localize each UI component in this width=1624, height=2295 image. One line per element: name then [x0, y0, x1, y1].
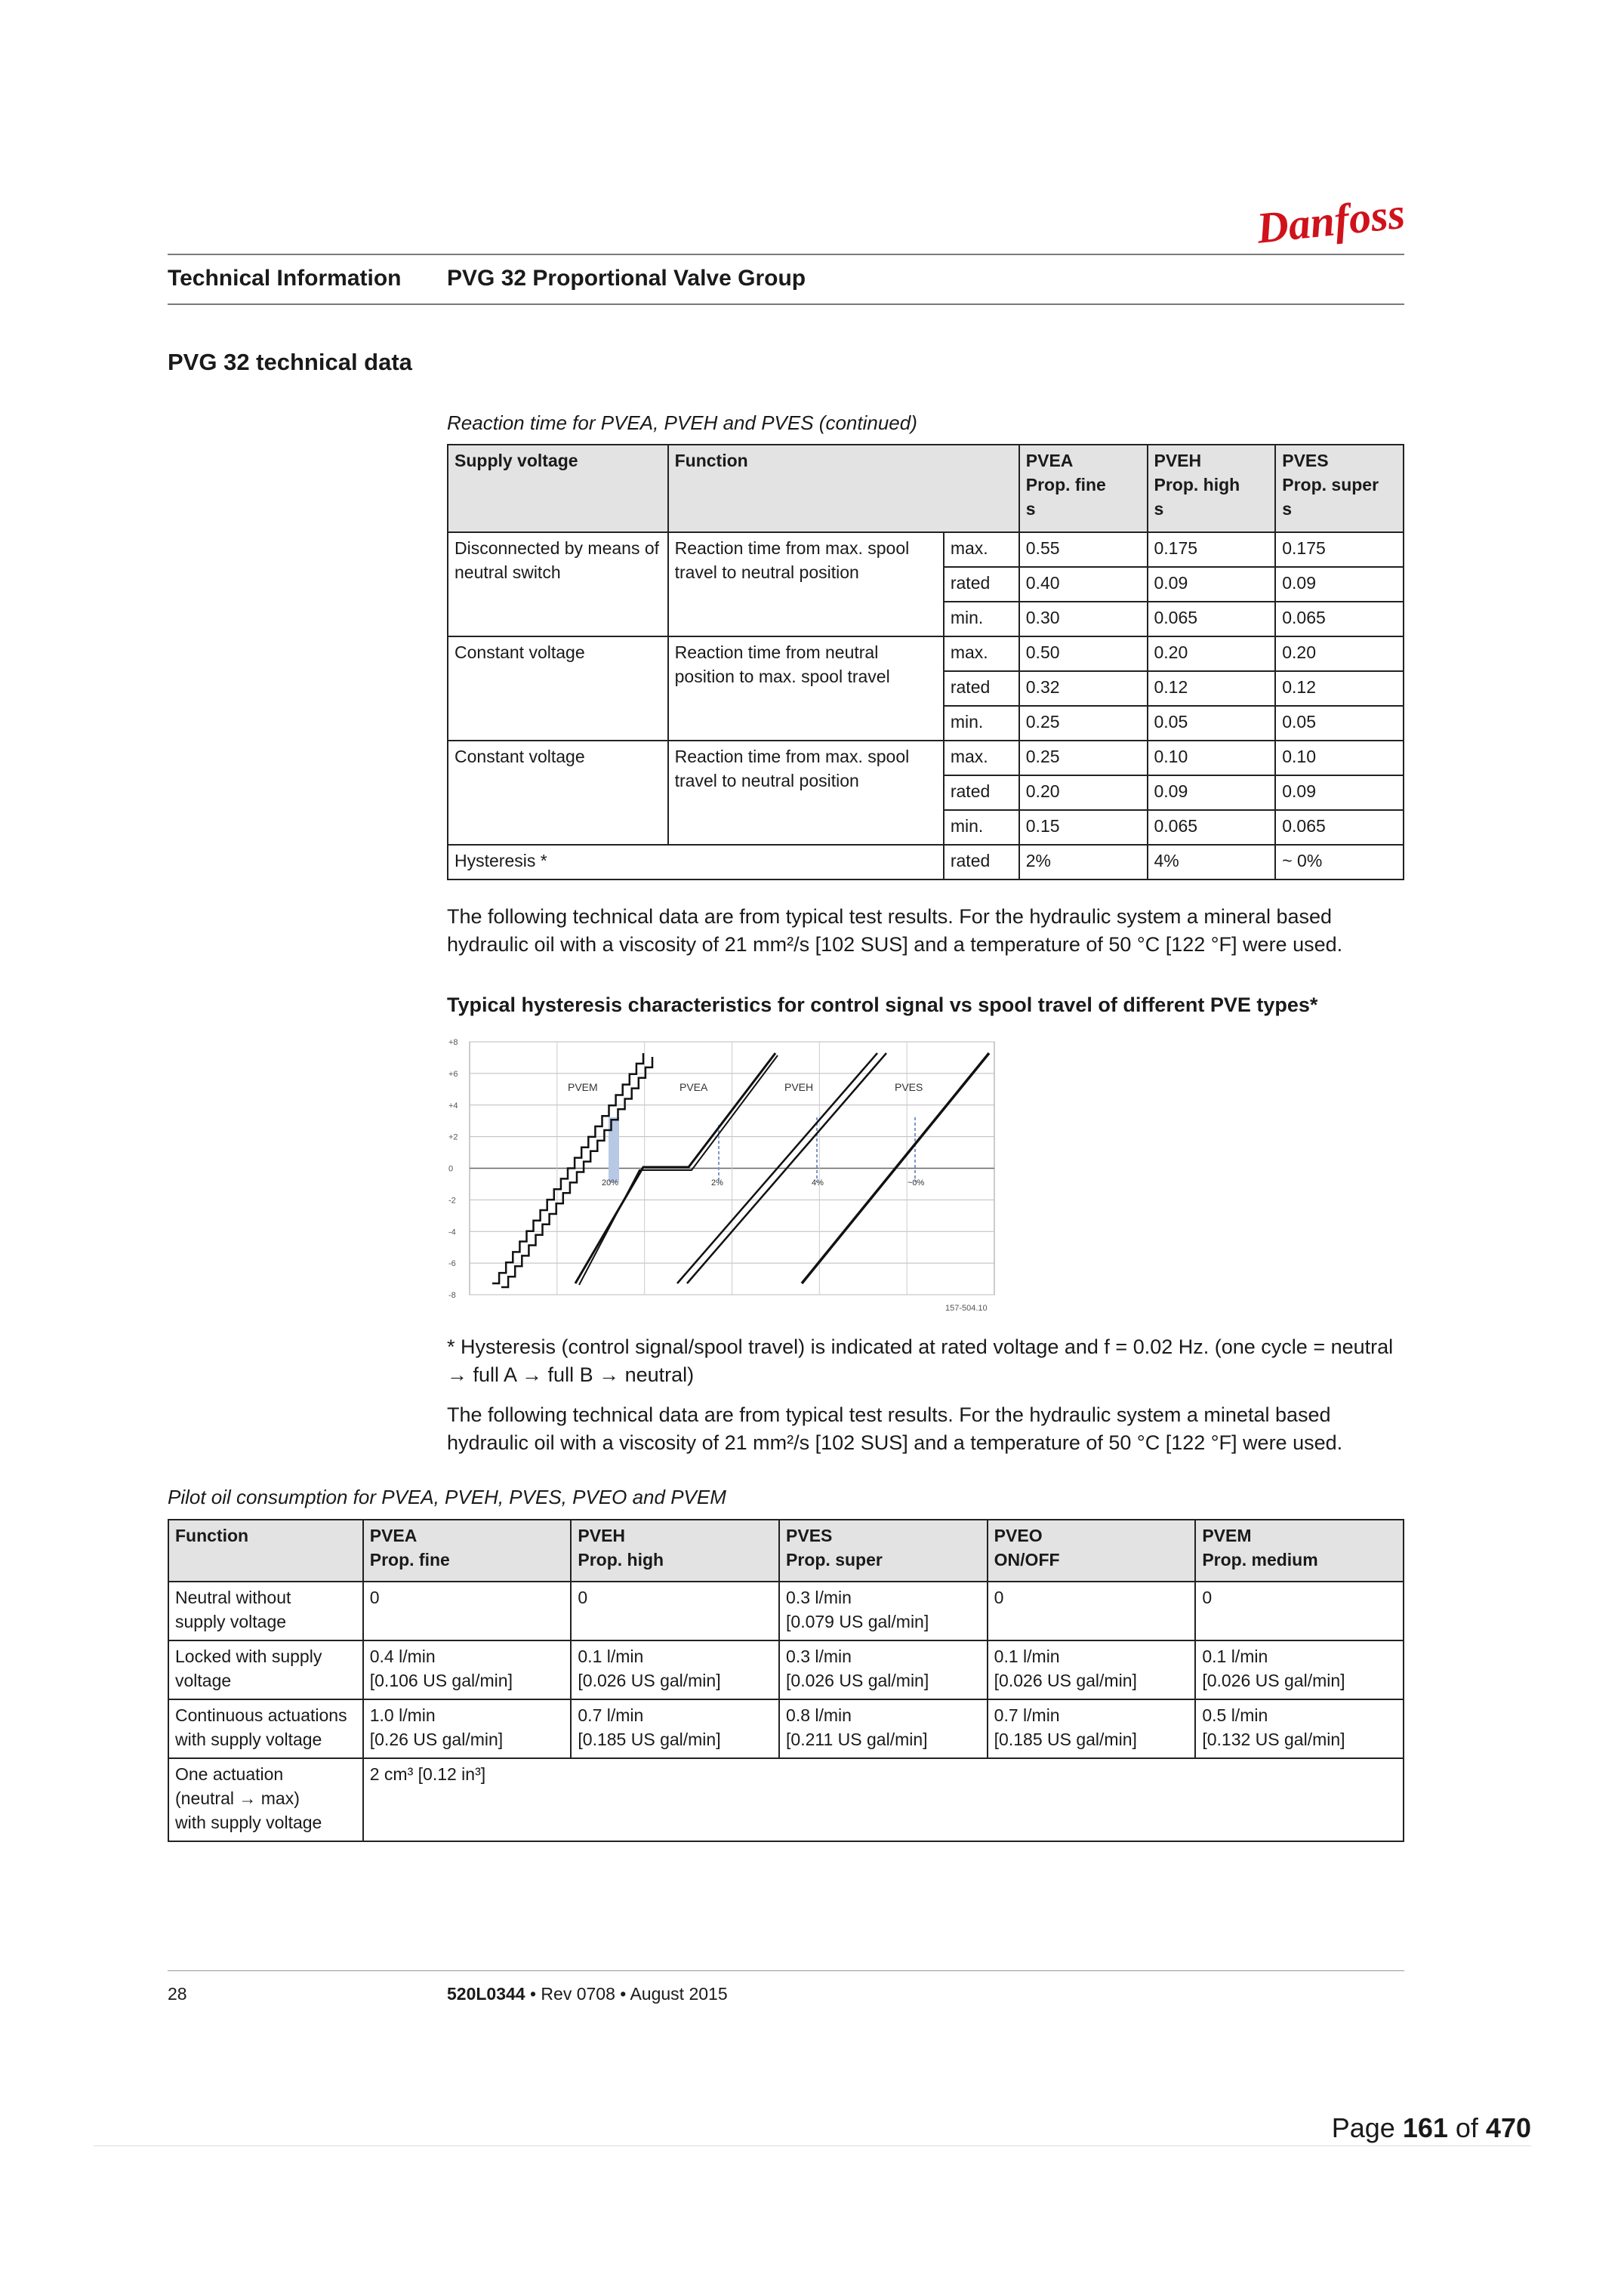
value-cell: 0.1 l/min [0.026 US gal/min]: [1195, 1640, 1404, 1699]
value-cell: 2 cm³ [0.12 in³]: [363, 1758, 1404, 1841]
pveh-hyst-label: 4%: [812, 1178, 824, 1188]
y-tick-label: -8: [448, 1291, 456, 1300]
cond-cell: rated: [944, 775, 1019, 810]
doc-number: 520L0344: [447, 1984, 525, 2004]
pvea-header: PVEA Prop. fine: [363, 1520, 572, 1582]
cond-cell: min.: [944, 810, 1019, 845]
table-header-row: [448, 445, 1404, 532]
pilot-oil-table: [168, 1519, 1404, 1842]
cond-cell: max.: [944, 636, 1019, 671]
cond-cell: rated: [944, 845, 1019, 879]
function-header: Function: [668, 445, 1019, 532]
header-rule-bottom: [168, 303, 1404, 305]
function-cell: Neutral without supply voltage: [168, 1582, 363, 1640]
page-number: 28: [168, 1984, 187, 2004]
doc-reference: [447, 1984, 728, 2004]
test-results-note-2: The following technical data are from typical test results. For the hydraulic system a minetal based hydraulic oil with a viscosity of 21 mm²/s [102 SUS] and a temperature of 50 °C [122 °F] were used.: [447, 1403, 1343, 1454]
pvea-header: PVEA Prop. fine s: [1019, 445, 1148, 532]
series-pvem: [492, 1053, 652, 1287]
pves-cell: 0.20: [1275, 636, 1404, 671]
supply-cell: Constant voltage: [448, 741, 668, 845]
pves-cell: 0.10: [1275, 741, 1404, 775]
supply-cell: Disconnected by means of neutral switch: [448, 532, 668, 636]
pveh-cell: 4%: [1148, 845, 1276, 879]
value-cell: 0.3 l/min [0.079 US gal/min]: [779, 1582, 988, 1640]
cond-cell: max.: [944, 741, 1019, 775]
pves-cell: 0.09: [1275, 567, 1404, 602]
doc-type: Technical Information: [168, 266, 402, 291]
pveh-cell: 0.10: [1148, 741, 1276, 775]
pvea-cell: 0.25: [1019, 741, 1148, 775]
footer-rule: [168, 1970, 1404, 1971]
pves-cell: 0.05: [1275, 706, 1404, 741]
cond-cell: rated: [944, 671, 1019, 706]
y-tick-label: 0: [448, 1164, 454, 1174]
chart-title: Typical hysteresis characteristics for control signal vs spool travel of different PVE types*: [447, 993, 1318, 1016]
function-header: Function: [168, 1520, 363, 1582]
cond-cell: min.: [944, 602, 1019, 636]
value-cell: 0.7 l/min [0.185 US gal/min]: [571, 1699, 779, 1758]
value-cell: 0: [988, 1582, 1196, 1640]
reaction-table-caption: Reaction time for PVEA, PVEH and PVES (continued): [447, 411, 917, 434]
header-rule-top: [168, 254, 1404, 255]
pvea-cell: 0.55: [1019, 532, 1148, 567]
table-row: [448, 636, 1404, 671]
value-cell: 0.3 l/min [0.026 US gal/min]: [779, 1640, 988, 1699]
hysteresis-footnote: * Hysteresis (control signal/spool travel) is indicated at rated voltage and f = 0.02 Hz. (one cycle = neutral → full A → full B → neutral): [447, 1335, 1394, 1386]
value-cell: 0.4 l/min [0.106 US gal/min]: [363, 1640, 572, 1699]
pves-cell: 0.175: [1275, 532, 1404, 567]
function-cell: Reaction time from neutral position to max. spool travel: [668, 636, 944, 741]
pvem-hysteresis-band: [609, 1117, 619, 1182]
function-cell: Reaction time from max. spool travel to neutral position: [668, 532, 944, 636]
pves-header: PVES Prop. super: [779, 1520, 988, 1582]
y-tick-label: -6: [448, 1259, 456, 1269]
logo-text: Danfoss: [1254, 189, 1404, 249]
figure-ref: 157-504.10: [945, 1304, 988, 1313]
pvea-cell: 0.40: [1019, 567, 1148, 602]
y-tick-label: +6: [448, 1069, 458, 1079]
cond-cell: min.: [944, 706, 1019, 741]
value-cell: 0: [1195, 1582, 1404, 1640]
supply-cell: Constant voltage: [448, 636, 668, 741]
pveh-cell: 0.12: [1148, 671, 1276, 706]
table-row: [448, 741, 1404, 775]
pves-cell: 0.065: [1275, 810, 1404, 845]
pveh-cell: 0.065: [1148, 602, 1276, 636]
table-row: [448, 532, 1404, 567]
table-row: [168, 1640, 1404, 1699]
pvem-header: PVEM Prop. medium: [1195, 1520, 1404, 1582]
pvem-label: PVEM: [568, 1081, 598, 1093]
y-tick-label: -4: [448, 1228, 456, 1237]
pves-cell: ~ 0%: [1275, 845, 1404, 879]
pves-cell: 0.09: [1275, 775, 1404, 810]
danfoss-logo: [1253, 189, 1404, 249]
pvea-cell: 0.50: [1019, 636, 1148, 671]
pves-cell: 0.065: [1275, 602, 1404, 636]
table-row: [168, 1582, 1404, 1640]
doc-revision: • Rev 0708 • August 2015: [525, 1984, 728, 2004]
y-tick-label: -2: [448, 1196, 456, 1206]
pveh-cell: 0.05: [1148, 706, 1276, 741]
pvea-cell: 0.30: [1019, 602, 1148, 636]
series-pvea: [575, 1053, 778, 1285]
y-tick-label: +8: [448, 1038, 458, 1047]
supply-voltage-header: Supply voltage: [448, 445, 668, 532]
value-cell: 0.1 l/min [0.026 US gal/min]: [571, 1640, 779, 1699]
pvea-cell: 0.32: [1019, 671, 1148, 706]
function-cell: Continuous actuations with supply voltage: [168, 1699, 363, 1758]
function-cell: Reaction time from max. spool travel to neutral position: [668, 741, 944, 845]
function-cell: Locked with supply voltage: [168, 1640, 363, 1699]
pves-label: PVES: [895, 1081, 923, 1093]
pveh-cell: 0.175: [1148, 532, 1276, 567]
page-counter: Page 161 of 470: [1331, 2112, 1531, 2143]
reaction-time-table: [447, 444, 1404, 880]
pveo-header: PVEO ON/OFF: [988, 1520, 1196, 1582]
table-row: [168, 1699, 1404, 1758]
y-tick-label: +2: [448, 1132, 458, 1142]
pvea-cell: 0.15: [1019, 810, 1148, 845]
value-cell: 0.7 l/min [0.185 US gal/min]: [988, 1699, 1196, 1758]
pvea-hyst-label: 2%: [711, 1178, 723, 1188]
pveh-cell: 0.20: [1148, 636, 1276, 671]
pvea-cell: 2%: [1019, 845, 1148, 879]
pvea-cell: 0.25: [1019, 706, 1148, 741]
hysteresis-label: Hysteresis *: [448, 845, 944, 879]
pves-hyst-label: ~0%: [908, 1178, 925, 1188]
pves-header: PVES Prop. super s: [1275, 445, 1404, 532]
pveh-label: PVEH: [784, 1081, 814, 1093]
value-cell: 0: [571, 1582, 779, 1640]
pveh-cell: 0.09: [1148, 775, 1276, 810]
pveh-cell: 0.09: [1148, 567, 1276, 602]
table-header-row: [168, 1520, 1404, 1582]
y-tick-labels: [448, 1038, 458, 1300]
pveh-header: PVEH Prop. high: [571, 1520, 779, 1582]
test-results-note: The following technical data are from typical test results. For the hydraulic system a mineral based hydraulic oil with a viscosity of 21 mm²/s [102 SUS] and a temperature of 50 °C [122 °F] were used.: [447, 905, 1343, 956]
doc-title: PVG 32 Proportional Valve Group: [447, 266, 806, 291]
value-cell: 0.1 l/min [0.026 US gal/min]: [988, 1640, 1196, 1699]
table-row: [168, 1758, 1404, 1841]
cond-cell: rated: [944, 567, 1019, 602]
value-cell: 1.0 l/min [0.26 US gal/min]: [363, 1699, 572, 1758]
function-cell: One actuation (neutral → max) with supply voltage: [168, 1758, 363, 1841]
pilot-table-caption: Pilot oil consumption for PVEA, PVEH, PVES, PVEO and PVEM: [168, 1486, 726, 1508]
pvem-hyst-label: 20%: [602, 1178, 619, 1188]
pves-cell: 0.12: [1275, 671, 1404, 706]
pvea-cell: 0.20: [1019, 775, 1148, 810]
cond-cell: max.: [944, 532, 1019, 567]
y-tick-label: +4: [448, 1101, 458, 1111]
chart-grid: [470, 1042, 994, 1295]
hysteresis-chart: [447, 1034, 998, 1314]
value-cell: 0: [363, 1582, 572, 1640]
value-cell: 0.5 l/min [0.132 US gal/min]: [1195, 1699, 1404, 1758]
pveh-header: PVEH Prop. high s: [1148, 445, 1276, 532]
pveh-cell: 0.065: [1148, 810, 1276, 845]
hysteresis-row: [448, 845, 1404, 879]
value-cell: 0.8 l/min [0.211 US gal/min]: [779, 1699, 988, 1758]
section-title: PVG 32 technical data: [168, 349, 412, 375]
pvea-label: PVEA: [679, 1081, 708, 1093]
